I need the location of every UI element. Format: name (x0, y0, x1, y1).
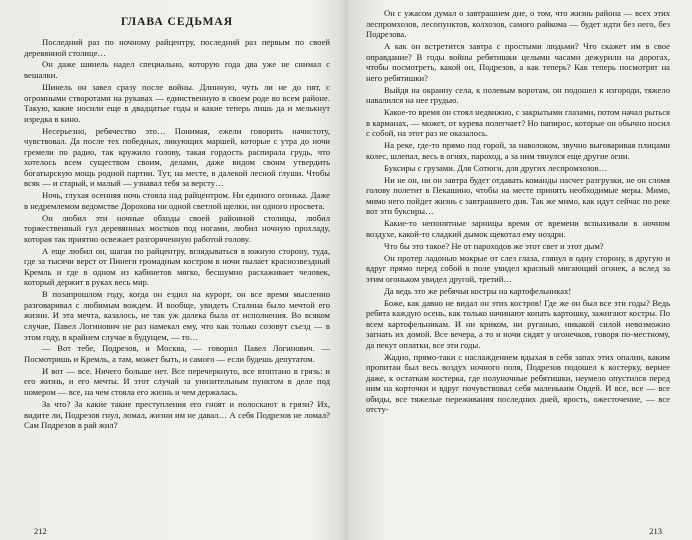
paragraph: — Вот тебе, Подрезов, и Москва, — говорил Павел Логинович. — Посмотришь и Кремль, а там, может быть, и самого — если будешь депутатом. (24, 343, 330, 364)
paragraph: За что? За какие такие преступления его гноят и полоскают в грязи? Их, видите ли, Подрезов гнул, ломал, жизни им не давал… А себя Подрезов не ломал? Сам Подрезов в рай жил? (24, 398, 330, 431)
chapter-title: ГЛАВА СЕДЬМАЯ (120, 16, 234, 28)
paragraph: Жадно, прямо-таки с наслаждением вдыхая в себя запах этих опалин, каким пропитан был весь воздух ночного поля, Подрезов подошел к костерку, вернее даже, к остаткам костерка, где полуночные ребятишки, неумело опустился перед ним на корточки и вдруг почувствовал себя маленьким Овдей. И все, все — все обиды, все тяжелые переживания последних дней, ярость, ожесточение, — все отсту- (366, 351, 670, 415)
left-page (24, 8, 330, 534)
paragraph: А как он встретится завтра с простыми людьми? Что скажет им в свое оправдание? В годы войны ребятишки целыми часами дежурили на дорогах, чтобы посмотреть, какой он, Подрезов, а как теперь? Как теперь посмотрят на него ребятишки? (366, 41, 670, 83)
paragraph: Какое-то время он стоял недвижно, с закрытыми глазами, потом начал рыться в карманах, — может, от курева полегчает? Но папирос, которые он обычно носил с собой, на этот раз не оказалось. (366, 107, 670, 139)
page-number-right: 213 (649, 526, 662, 536)
paragraph: Шинель он завел сразу после войны. Длинную, чуть ли не до пят, с огромными створотами на рукавах — единственную в своем роде во всем районе. Такую, какие носили еще в двадцатые годы и какие теперь лишь да и мелькнут изредка в кино. (24, 81, 330, 124)
paragraph: Да ведь это же ребячьи костры на картофельниках! (384, 285, 572, 296)
paragraph: Какие-то непонятные зарницы время от времени вспыхивали в ночном воздухе, какой-то сладкий дымок щекотал ему ноздри. (366, 218, 670, 239)
paragraph: Боже, как давно не видал он этих костров! Где же он был все эти годы? Ведь ребята каждую осень, как только начинают копать картошку, зажигают костры. По всем картофельникам. И ни криком, ни руганью, никакой силой невозможно загнать их домой. Все вечера, а то и ночи сидят у огонечков, говоря по-местному, да пекут оплатки, все эти годы. (366, 297, 670, 350)
paragraph: Он даже шинель надел специально, которую года два уже не снимал с вешалки. (24, 59, 330, 81)
paragraph: Буксиры с грузами. Для Сотюги, для других леспромхозов… (384, 162, 608, 173)
paragraph: Выйдя на окраину села, к полевым воротам, он подошел к изгороди, тяжело навалился на нее грудью. (366, 84, 670, 106)
paragraph: Ни не он, ни он завтра будет отдавать команды насчет разгрузки, не он сломя голову полетит в Пекашино, чтобы на месте принять необходимые меры. Мимо, мимо него пойдет жизнь с завтрашнего дня. Так же мимо, как идут сейчас по реке вот эти буксиры… (366, 174, 670, 217)
paragraph: И вот — все. Ничего больше нет. Все перечеркнуто, все втоптано в грязь: и его жизнь, и его мечты. И этот случай за унизительным пунктом в деле под номером — все, на чем стояла его жизнь и чем держалась. (24, 365, 330, 398)
paragraph: На реке, где-то прямо под горой, за наволоком, звучно выговаривая плицами колес, шлепал, весь в огнях, пароход, а за ним тянулся еще другие огни. (366, 140, 670, 161)
paragraph: Несерьезно, ребячество это… Понимая, ежели говорить начистоту, чувствовал. Да после тех победных, ликующих маршей, которые с утра до ночи гремели по радио, так кружило голову, такая гордость распирала грудь, что хотелось всем существом своим, делами, даже видом своим утвердить богатырскую мощь родной партии. Тут, на месте, в далекой лесной глуши. Чтобы всяк — и старый, и малый — узнавал тебя за версту… (24, 125, 330, 189)
right-page (366, 8, 670, 534)
paragraph: Он с ужасом думал о завтрашнем дне, о том, что жизнь района — всех этих леспромхозов, лесопунктов, колхозов, самого райкома — будет идти без него, без Подрезова. (366, 8, 670, 40)
paragraph: Последний раз по ночному райцентру, последний раз первым по своей деревянной столице… (24, 37, 330, 58)
paragraph: Он протер ладонью мокрые от слез глаза, глянул в одну сторону, в другую и вдруг прямо перед собой в поле увидел красный мигающий огонек, а вслед за этим огоньком увидел другой, третий… (366, 252, 670, 284)
paragraph: Что бы это такое? Не от пароходов же этот свет и этот дым? (384, 240, 604, 251)
page-number-left: 212 (34, 526, 47, 536)
paragraph: Он любил эти ночные обходы своей районной столицы, любил торжественный гул деревянных мостков под ногами, любил ночную прохладу, которая так приятно освежает разгоряченную работой голову. (24, 212, 330, 244)
paragraph: Ночь, глухая осенняя ночь стояла над райцентром. Ни единого огонька. Даже в недремлемом ведомстве Дорохова ни одной светлой щелки, ни одного просвета. (24, 190, 330, 211)
paragraph: В позапрошлом году, когда он ездил на курорт, он все время мысленно разговаривал с любимым вождем. И вообще, увидеть Сталина было мечтой его жизни. И эта мечта, казалось, не так уж далека была от исполнения. Во всяком случае, Павел Логинович не раз намекал ему, что как только созовут съезд — в этом году, в крайнем случае в будущем, — то… (24, 289, 330, 342)
paragraph: А еще любил он, шагая по райцентру, вглядываться в южную сторону, туда, где за тысячи верст от Пинеги громадным костром в ночи пылает краснозвездный Кремль и где в одном из кабинетов мягко, бесшумно расхаживает человек, который держит в руках весь мир. (24, 245, 330, 288)
